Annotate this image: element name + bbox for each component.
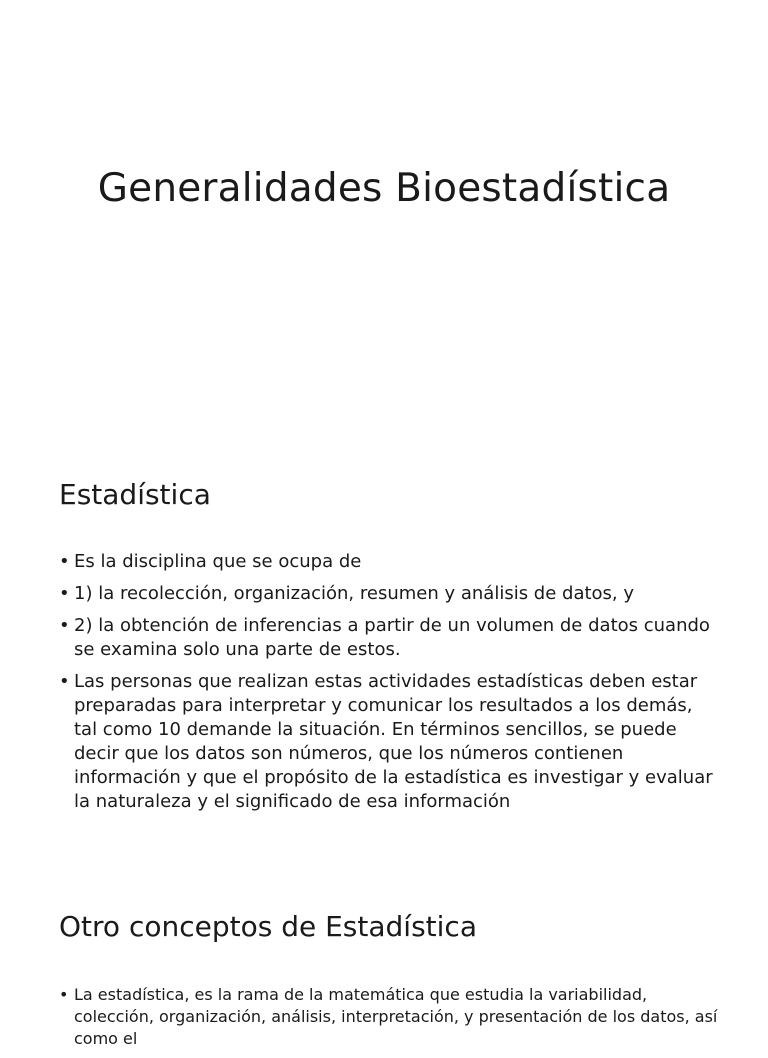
bullet-item [59,582,719,606]
bullet-icon: • [59,583,70,604]
presentation-title: Generalidades Bioestadística [97,166,671,211]
bullet-text: Es la disciplina que se ocupa de [74,551,362,572]
bullet-text: 2) la obtención de inferencias a partir de un volumen de datos cuando se examina solo una parte de estos. [74,615,710,660]
bullet-text: La estadística, es la rama de la matemática que estudia la variabilidad, colección, organización, análisis, interpretación, y presentación de los datos, así como el [74,985,718,1048]
bullet-list [59,550,719,822]
slide-estadistica [0,432,768,864]
slide-title [0,0,768,432]
bullet-item [59,984,719,1050]
bullet-text: Las personas que realizan estas actividades estadísticas deben estar preparadas para interpretar y comunicar los resultados a los demás, tal como 10 demande la situación. En términos sencillos, se puede decir que los datos son números, que los números contienen información y que el propósito de la estadística es investigar y evaluar la naturaleza y el significado de esa información [74,671,713,812]
bullet-icon: • [59,985,69,1004]
slide-otros-conceptos [0,864,768,1048]
slide-heading: Estadística [59,478,211,511]
bullet-text: 1) la recolección, organización, resumen y análisis de datos, y [74,583,635,604]
bullet-item [59,614,719,662]
bullet-item [59,670,719,814]
bullet-icon: • [59,671,70,692]
bullet-item [59,550,719,574]
bullet-icon: • [59,551,70,572]
bullet-list [59,984,719,1058]
slide-heading: Otro conceptos de Estadística [59,910,477,943]
bullet-icon: • [59,615,70,636]
